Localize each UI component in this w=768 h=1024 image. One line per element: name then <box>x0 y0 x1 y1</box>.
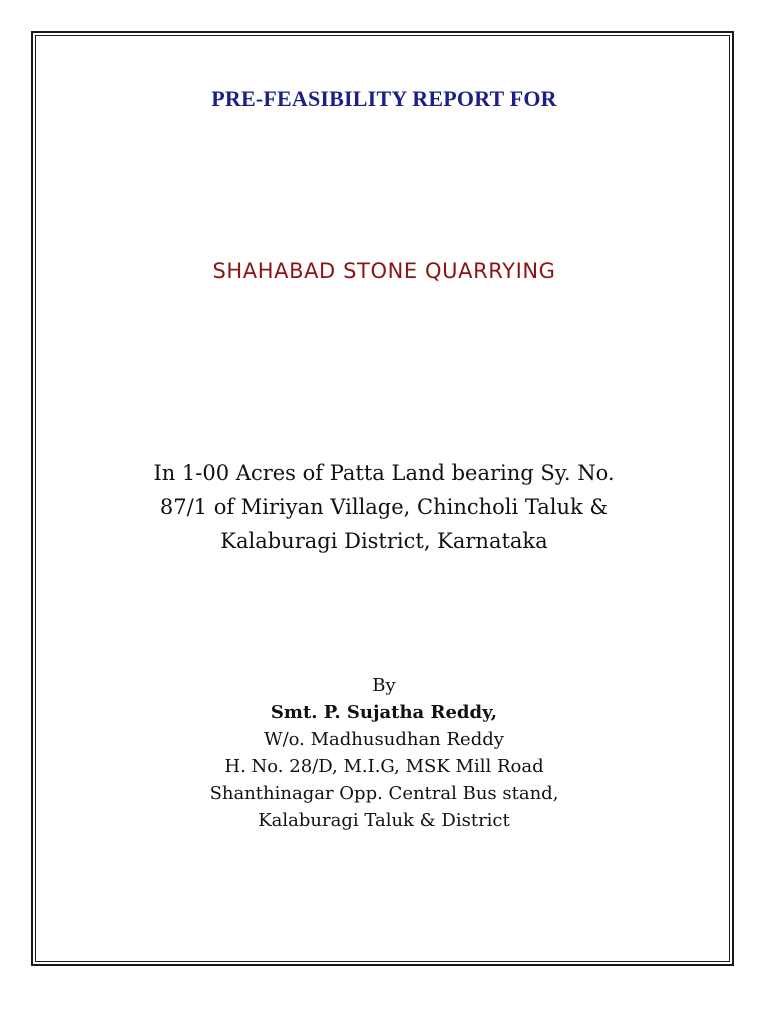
report-title: PRE-FEASIBILITY REPORT FOR <box>211 86 557 111</box>
address-line: Shanthinagar Opp. Central Bus stand, <box>209 783 559 804</box>
project-location <box>0 456 768 558</box>
address-line: W/o. Madhusudhan Reddy <box>264 729 504 750</box>
applicant-block <box>0 672 768 834</box>
project-name: SHAHABAD STONE QUARRYING <box>212 259 556 283</box>
address-line: H. No. 28/D, M.I.G, MSK Mill Road <box>224 756 544 777</box>
by-label: By <box>372 675 396 696</box>
applicant-name: Smt. P. Sujatha Reddy, <box>270 702 498 723</box>
address-line: Kalaburagi Taluk & District <box>258 810 510 831</box>
location-line: In 1-00 Acres of Patta Land bearing Sy. No. <box>153 461 615 485</box>
location-line: 87/1 of Miriyan Village, Chincholi Taluk & <box>159 495 609 519</box>
location-line: Kalaburagi District, Karnataka <box>220 529 548 553</box>
